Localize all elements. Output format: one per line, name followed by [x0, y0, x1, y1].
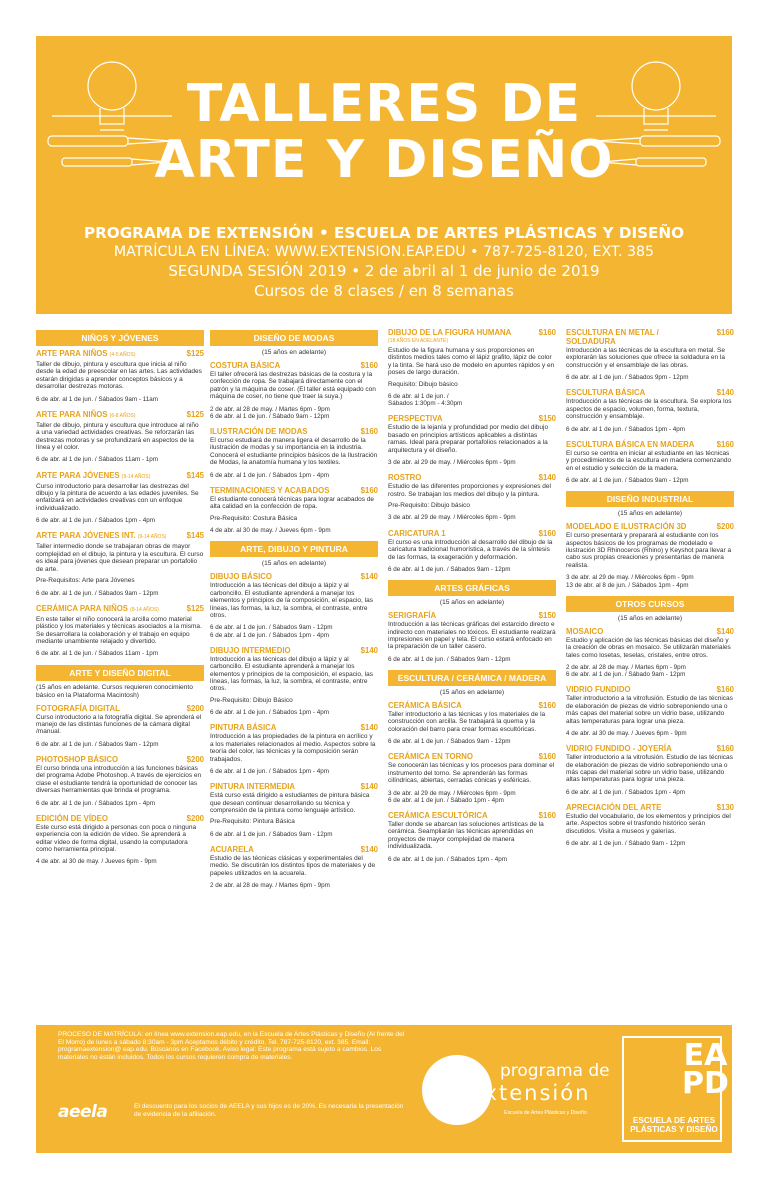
- section-note: (15 años en adelante. Cursos requieren conocimiento básico en la Plataforma Macintosh): [36, 683, 193, 699]
- course-price: $160: [538, 528, 556, 538]
- course-schedule: 6 de abr. al 1 de jun. / Sábados 9am - 12pm: [388, 565, 511, 573]
- course-price: $125: [186, 409, 204, 419]
- aeela-logo: aeela: [58, 1102, 108, 1122]
- course-title: ARTE PARA JÓVENES INT.: [36, 531, 136, 541]
- title-line: ARTE Y DISEÑO: [154, 130, 614, 190]
- course-schedule: 6 de abr. al 1 de jun. / Sábados 9am - 12pm: [36, 589, 159, 597]
- section-header: ARTES GRÁFICAS: [388, 580, 556, 596]
- session-dates: SEGUNDA SESIÓN 2019 • 2 de abril al 1 de junio de 2019: [168, 262, 600, 280]
- course-schedule: 3 de abr. al 29 de may. / Miércoles 6pm - 9pm 6 de abr. al 1 de jun. / Sábado 1pm - 4pm: [388, 789, 516, 804]
- course-item: [566, 388, 734, 432]
- section-header: ARTE Y DISEÑO DIGITAL: [36, 665, 204, 681]
- column-1: [36, 328, 204, 873]
- logo-subtext: Escuela de Artes Plásticas y Diseño: [504, 1110, 587, 1116]
- section-header: OTROS CURSOS: [566, 596, 734, 612]
- logo-text: programa de: [500, 1061, 610, 1081]
- course-description: El curso presentará y preparará al estudiante con los aspectos básicos de los programas de modelado e ilustración 3D Rhinoceros (Rhino) y Keyshot para llevar a cabo sus propias creaciones y presentarlas de manera realista.: [566, 532, 732, 569]
- course-title: TERMINACIONES Y ACABADOS: [210, 485, 330, 495]
- course-description: El estudiante conocerá técnicas para lograr acabados de alta calidad en la confección de ropa.: [210, 495, 375, 511]
- course-description: El curso estudiará de manera ligera el desarrollo de la ilustración de modas y su importancia en la industria. Conocerá el estudiante principios básicos de la Ilustración de Modas, la anatomía humana y los textiles.: [210, 437, 378, 467]
- course-title: VIDRIO FUNDIDO: [566, 685, 631, 695]
- course-price: $160: [360, 361, 378, 370]
- course-item: [36, 410, 204, 464]
- enrollment-info: MATRÍCULA EN LÍNEA: WWW.EXTENSION.EAP.EDU • 787-725-8120, EXT. 385: [113, 244, 655, 260]
- eapd-logo: [622, 1036, 729, 1142]
- course-prerequisite: Requisito: Dibujo básico: [388, 380, 458, 388]
- course-item: [210, 572, 378, 638]
- course-schedule: 6 de abr. al 1 de jun. / Sábados 1pm - 4pm: [210, 767, 330, 775]
- course-title: APRECIACIÓN DEL ARTE: [566, 802, 662, 812]
- course-prerequisite: Pre-Requisitos: Arte para Jóvenes: [36, 577, 135, 585]
- course-price: $200: [186, 813, 204, 823]
- course-title: VIDRIO FUNDIDO - JOYERÍA: [566, 744, 672, 754]
- section-header: ARTE, DIBUJO Y PINTURA: [210, 541, 378, 557]
- course-description: Este curso está dirigido a personas con poca o ninguna experiencia con la edición de vídeo. Se aprenderá a editar vídeo de forma digital, usando la computadora como herramienta principal.: [36, 823, 197, 854]
- course-schedule: 6 de abr. al 1 de jun. / Sábados 1pm - 4pm: [36, 517, 156, 525]
- course-title: PINTURA BÁSICA: [210, 723, 277, 733]
- course-prerequisite: Pre-Requisito: Dibujo Básico: [210, 696, 293, 704]
- course-item: [388, 701, 556, 745]
- course-price: $130: [716, 802, 734, 812]
- course-title: ESCULTURA EN METAL / SOLDADURA: [566, 328, 659, 346]
- section-header: DISEÑO DE MODAS: [210, 330, 378, 346]
- course-description: Taller introductorio a las técnicas y los materiales de la construcción con arcilla. Se trabajará la quema y la coloración del barro para crear formas escultóricas.: [388, 710, 546, 733]
- section-note: (15 años en adelante): [439, 599, 505, 607]
- school-name: ESCUELA DE ARTES PLÁSTICAS Y DISEÑO: [630, 1116, 718, 1134]
- course-schedule: 6 de abr. al 1 de jun. / Sábados 1pm - 4pm: [36, 799, 156, 807]
- course-schedule: 6 de abr. al 1 de jun. / Sábados 1pm - 4pm: [566, 788, 686, 796]
- course-item: [566, 744, 734, 796]
- course-prerequisite: Pre-Requisito: Costura Básica: [210, 514, 298, 522]
- course-price: $140: [360, 723, 378, 733]
- course-title: ESCULTURA BÁSICA: [566, 388, 646, 398]
- course-age: (9-14 AÑOS): [121, 473, 151, 480]
- course-description: El curso se centra en iniciar al estudiante en las técnicas y procedimientos de la escultura en madera comenzando en el estudio y selección de la madera.: [566, 449, 732, 472]
- course-length: Cursos de 8 clases / en 8 semanas: [254, 282, 514, 300]
- enrollment-process: PROCESO DE MATRÍCULA: en línea www.extension.eap.edu, en la Escuela de Artes Plásticas y Diseño (Al frente del El Morro) de lunes a sábado 8:30am - 3pm Aceptamos débito y crédito. Tel. 787-725-8120, ext. 385. Email: programaextension@ eap.edu. Búscanos en Facebook. Aviso legal: Este programa está sujeto a cambios. Los materiales no están incluidos. Todos los cursos requieren compra de materiales.: [58, 1031, 405, 1061]
- course-description: Introducción a las propiedades de la pintura en acrílico y a los materiales relacionados al medio. Aspectos sobre la teoría del color, las técnicas y la composición serán trabajados.: [210, 733, 376, 763]
- course-item: [566, 328, 734, 381]
- course-age: (9-14 AÑOS): [137, 534, 167, 541]
- course-title: ARTE PARA NIÑOS: [36, 349, 108, 358]
- course-description: Curso introductorio para desarrollar las destrezas del dibujo y la pintura de acuerdo a las edades juveniles. Se enfatizará en actividades creativas con un enfoque individualizado.: [36, 482, 199, 512]
- course-price: $150: [538, 611, 556, 621]
- course-price: $200: [186, 754, 204, 764]
- course-description: El curso es una introducción al desarrollo del dibujo de la caricatura tradicional humorística, a través de la síntesis de las formas, la exageración y deformación.: [388, 538, 553, 561]
- course-schedule: 6 de abr. al 1 de jun. / Sábados 11am - 1pm: [36, 456, 159, 464]
- course-title: MODELADO E ILUSTRACIÓN 3D: [566, 522, 687, 532]
- section-note: (15 años en adelante): [261, 349, 327, 356]
- course-title: COSTURA BÁSICA: [210, 361, 281, 370]
- course-item: [388, 414, 556, 466]
- course-price: $140: [360, 572, 378, 582]
- course-schedule: 6 de abr. al 1 de jun. / Sábados 1pm - 4pm: [566, 425, 686, 433]
- course-title: ILUSTRACIÓN DE MODAS: [210, 427, 308, 437]
- course-title: ESCULTURA BÁSICA EN MADERA: [566, 439, 695, 449]
- course-age: (4-5 AÑOS): [109, 352, 136, 358]
- course-title: CERÁMICA ESCULTÓRICA: [388, 810, 488, 820]
- course-item: [566, 685, 734, 737]
- course-price: $140: [716, 626, 734, 636]
- course-title: DIBUJO BÁSICO: [210, 572, 272, 582]
- column-3: [388, 328, 556, 870]
- course-description: Estudio de la figura humana y sus proporciones en distintos medios tales como el lápiz grafito, lápiz de color y la tinta. Se hará uso de modelo en apuntes rápidos y en poses de largo duración.: [388, 347, 555, 377]
- course-price: $160: [716, 685, 734, 695]
- course-item: [36, 349, 204, 403]
- course-schedule: 6 de abr. al 1 de jun. / Sábados 9am - 12pm: [36, 740, 159, 748]
- course-item: [388, 328, 556, 407]
- course-schedule: 4 de abr. al 30 de may. / Jueves 6pm - 9pm: [210, 527, 331, 535]
- course-item: [36, 704, 204, 748]
- course-description: El curso brinda una introducción a las funciones básicas del programa Adobe Photoshop. A través de ejercicios en clase el estudiante tendrá la oportunidad de conocer las diversas herramientas que brinda el programa.: [36, 764, 202, 795]
- course-item: [388, 473, 556, 521]
- eapd-letter-row: PD: [682, 1066, 729, 1101]
- course-item: [388, 611, 556, 663]
- course-title: CERÁMICA BÁSICA: [388, 700, 462, 710]
- course-description: Se conocerán las técnicas y los procesos para dominar el instrumento del torno. Se aprenderán las formas cilíndricas, abiertas, cerradas cónicas y esféricas.: [388, 762, 555, 785]
- course-description: Taller de dibujo, pintura y escultura que introduce al niño a una variedad actividades creativas. Se reforzarán las destrezas motoras y se profundizará en aspectos de la línea y el color.: [36, 421, 199, 452]
- course-price: $160: [538, 328, 556, 337]
- course-description: Introducción a las técnicas de la escultura en metal. Se explorarán las soluciones que ofrece la soldadura en la construcción y el ensamblaje de las obras.: [566, 347, 725, 369]
- course-description: Curso introductorio a la fotografía digital. Se aprenderá el manejo de las distintas funciones de la cámara digital /manual.: [36, 713, 202, 736]
- course-description: Estudio de la lejanía y profundidad por medio del dibujo basado en principios artísticos aplicables a distintas ramas. Ideal para preparar portafolios relacionados a la arquitectura y el diseño.: [388, 424, 549, 454]
- course-price: $200: [716, 522, 734, 532]
- course-item: [210, 646, 378, 717]
- course-schedule: 6 de abr. al 1 de jun. / Sábados 9am - 12pm: [388, 655, 511, 663]
- course-schedule: 4 de abr. al 30 de may. / Jueves 6pm - 9pm: [36, 858, 157, 866]
- course-title: ARTE PARA JÓVENES: [36, 470, 120, 480]
- course-description: Introducción a las técnicas gráficas del estarcido directo e indirecto con materiales no tóxicos. El estudiante realizará impresiones en papel y tela. El curso estará enfocado en la preparación de un taller casero.: [388, 621, 556, 651]
- aeela-discount-note: El descuento para los socios de AEELA y sus hijos es de 20%. Es necesaria la presentación de evidencia de la afiliación.: [134, 1103, 404, 1118]
- course-schedule: 3 de abr. al 29 de may. / Miércoles 6pm - 9pm: [388, 514, 516, 522]
- course-item: [36, 604, 204, 658]
- course-description: Introducción a las técnicas del dibujo a lápiz y al carboncillo. El estudiante aprenderá a manejar los elementos y principios de la composición, el espacio, las líneas, las formas, la luz, la sombra, el contraste, entre otros.: [210, 655, 373, 693]
- course-item: [566, 627, 734, 679]
- course-description: Introducción a las técnicas de la escultura. Se explora los aspectos de espacio, volumen, forma, textura, construcción y ensamblaje.: [566, 398, 732, 421]
- course-item: [388, 529, 556, 573]
- course-price: $140: [360, 845, 378, 855]
- section-note: (15 años en adelante): [617, 614, 683, 622]
- eapd-letter-row: EA: [683, 1038, 728, 1073]
- course-schedule: 6 de abr. al 1 de jun. / Sábados 9am - 12pm 6 de abr. al 1 de jun. / Sábados 1pm - 4pm: [210, 624, 333, 639]
- course-schedule: 4 de abr. al 30 de may. / Jueves 6pm - 9pm: [566, 729, 687, 737]
- course-description: Taller introductorio a la vitrofusión. Estudio de las técnicas de elaboración de piezas de vidrio sobreponiendo una o más capas del material sobre un vidrio base, utilizando altas temperaturas para lograr una pieza.: [566, 695, 733, 725]
- column-4: [566, 328, 734, 854]
- course-item: [210, 723, 378, 775]
- course-description: Estudio de las técnicas clásicas y experimentales del medio. Se discutirán los distintos tipos de materiales y de papeles utilizados en la acuarela.: [210, 855, 376, 877]
- section-header: DISEÑO INDUSTRIAL: [566, 491, 734, 507]
- course-price: $160: [538, 700, 556, 710]
- course-price: $150: [538, 414, 556, 424]
- section-header: ESCULTURA / CERÁMICA / MADERA: [388, 670, 556, 686]
- course-title: CERÁMICA EN TORNO: [388, 752, 473, 762]
- course-schedule: 6 de abr. al 1 de jun. / Sábado 9am - 12pm: [566, 840, 686, 848]
- column-2: [210, 328, 378, 896]
- section-note: (15 años en adelante): [439, 688, 505, 696]
- course-title: DIBUJO DE LA FIGURA HUMANA: [388, 328, 512, 337]
- course-title: DIBUJO INTERMEDIO: [210, 645, 291, 655]
- course-title: FOTOGRAFÍA DIGITAL: [36, 703, 120, 713]
- section-note: (15 años en adelante): [617, 510, 683, 518]
- course-schedule: 6 de abr. al 1 de jun. / Sábados 1:30pm - 4:30pm: [388, 393, 463, 408]
- course-item: [388, 752, 556, 804]
- course-price: $160: [360, 485, 378, 495]
- course-item: [36, 755, 204, 807]
- eapd-letters: [682, 1038, 729, 1101]
- course-description: El taller ofrecerá las destrezas básicas de la costura y la confección de ropa. Se trabajará directamente con el patrón y la máquina de coser. (El taller está equipado con máquina de coser, no tiene que traer la suya.): [210, 371, 376, 401]
- section-note: (15 años en adelante): [261, 560, 327, 568]
- course-prerequisite: Pre-Requisito: Pintura Básica: [210, 818, 295, 826]
- course-description: Taller de dibujo, pintura y escultura que inicia al niño desde la edad de preescolar en las artes. Las actividades estarán dirigidas a aprender conceptos básicos y a desarrollar destrezas motoras.: [36, 361, 202, 391]
- lightbulb-brushes-icon: [586, 46, 726, 186]
- course-age: (8-14 AÑOS): [130, 606, 159, 613]
- title-line: TALLERES DE: [186, 74, 582, 134]
- course-description: Taller donde se abarcan las soluciones artísticas de la cerámica. Seampliarán las técnicas aprendidas en proyectos de mayor complejidad de manera individualizada.: [388, 820, 544, 851]
- course-item: [210, 845, 378, 889]
- course-prerequisite: Pre-Requisito: Dibujo básico: [388, 502, 471, 510]
- course-price: $140: [538, 473, 556, 483]
- course-item: [210, 486, 378, 534]
- course-description: Introducción a las técnicas del dibujo a lápiz y al carboncillo. El estudiante aprenderá a manejar los elementos y principios de la composición, el espacio, las líneas, las formas, la luz, la sombra, el contraste, entre otros.: [210, 582, 373, 619]
- course-title: EDICIÓN DE VÍDEO: [36, 813, 108, 823]
- course-description: Taller introductorio a la vitrofusión. Estudio de las técnicas de elaboración de piezas de vidrio sobreponiendo una o más capas del material sobre un vidrio base, utilizando altas temperaturas para lograr una pieza.: [566, 754, 733, 784]
- header-banner: [36, 36, 732, 314]
- course-title: CERÁMICA PARA NIÑOS: [36, 603, 128, 613]
- course-item: [566, 803, 734, 847]
- course-description: Taller intermedio donde se trabajaran obras de mayor complejidad en el dibujo, la pintura y la escultura. El curso es ideal para jóvenes que desean preparar un portafolio de arte.: [36, 543, 204, 573]
- course-title: ROSTRO: [388, 473, 422, 483]
- course-schedule: 6 de abr. al 1 de jun. / Sábados 1pm - 4pm: [388, 855, 508, 863]
- course-item: [388, 811, 556, 863]
- course-item: [566, 440, 734, 484]
- course-schedule: 2 de abr. al 28 de may. / Martes 6pm - 9pm 6 de abr. al 1 de jun. / Sábado 9am - 12pm: [210, 405, 330, 420]
- course-price: $160: [716, 439, 734, 449]
- course-schedule: 6 de abr. al 1 de jun. / Sábados 1pm - 4pm: [210, 709, 330, 717]
- course-price: $125: [186, 603, 204, 613]
- course-price: $160: [716, 328, 734, 337]
- course-title: MOSAICO: [566, 626, 604, 636]
- course-price: $200: [186, 703, 204, 713]
- course-schedule: 6 de abr. al 1 de jun. / Sábados 1pm - 4pm: [210, 471, 330, 479]
- course-title: ACUARELA: [210, 845, 254, 855]
- course-price: $160: [538, 810, 556, 820]
- course-title: PINTURA INTERMEDIA: [210, 782, 296, 792]
- course-item: [210, 782, 378, 838]
- course-schedule: 6 de abr. al 1 de jun. / Sábados 9am - 12pm: [566, 477, 689, 485]
- extension-program-logo: [422, 1047, 637, 1137]
- course-description: En este taller el niño conocerá la arcilla como material plástico y los materiales y técnicas asociados a la misma. Se desarrollara la colaboración y el trabajo en equipo mediante unambiente relajado y divertido.: [36, 615, 202, 645]
- course-price: $160: [360, 427, 378, 437]
- course-schedule: 2 de abr. al 28 de may. / Martes 6pm - 9pm 6 de abr. al 1 de jun. / Sábado 9am - 12pm: [566, 663, 686, 679]
- course-schedule: 3 de abr. al 29 de may. / Miércoles 6pm - 9pm: [388, 459, 516, 467]
- course-price: $145: [186, 531, 204, 541]
- course-item: [36, 814, 204, 866]
- course-price: $160: [716, 744, 734, 754]
- course-price: $140: [716, 388, 734, 398]
- course-schedule: 2 de abr. al 28 de may. / Martes 6pm - 9pm: [210, 882, 330, 890]
- course-item: [210, 427, 378, 479]
- course-price: $160: [538, 752, 556, 762]
- course-description: Está curso está dirigido a estudiantes de pintura básica que desean continuar desarrollando su técnica y comprensión de la pintura como lenguaje artístico.: [210, 792, 370, 814]
- course-schedule: 6 de abr. al 1 de jun. / Sábados 9am - 12pm: [388, 738, 511, 746]
- course-schedule: 6 de abr. al 1 de jun. / Sábados 9pm - 12pm: [566, 374, 689, 382]
- course-item: [36, 531, 204, 596]
- course-schedule: 3 de abr. al 29 de may. / Miércoles 6pm - 9pm 13 de abr. al 8 de jun. / Sábados 1pm - 4pm: [566, 574, 694, 589]
- course-item: [566, 522, 734, 588]
- course-schedule: 6 de abr. al 1 de jun. / Sábados 11am - 1pm: [36, 650, 159, 658]
- logo-text: extensión: [470, 1081, 591, 1105]
- course-title: SERIGRAFÍA: [388, 611, 437, 621]
- course-description: Estudio del vocabulario, de los elementos y principios del arte. Aspectos sobre el trasfondo histórico serán discutidos. Visita a museos y galerías.: [566, 812, 731, 835]
- course-description: Estudio de las diferentes proporciones y expresiones del rostro. Se trabajan los medios del dibujo y la pintura.: [388, 483, 551, 498]
- section-header: NIÑOS Y JÓVENES: [36, 330, 204, 346]
- course-title: PHOTOSHOP BÁSICO: [36, 754, 119, 764]
- course-age: (6-8 AÑOS): [109, 412, 136, 419]
- course-item: [210, 361, 378, 420]
- course-price: $140: [360, 645, 378, 655]
- course-title: CARICATURA 1: [388, 528, 446, 538]
- course-description: Estudio y aplicación de las técnicas básicas del diseño y la creación de obras en mosaico. Se utilizarán materiales tales como losetas, teselas, cristales, entre otros.: [566, 636, 731, 659]
- course-age: (18 AÑOS EN ADELANTE): [388, 338, 449, 344]
- lightbulb-brushes-icon: [42, 46, 182, 186]
- program-subtitle: PROGRAMA DE EXTENSIÓN • ESCUELA DE ARTES PLÁSTICAS Y DISEÑO: [83, 224, 685, 242]
- course-title: ARTE PARA NIÑOS: [36, 409, 108, 419]
- course-schedule: 6 de abr. al 1 de jun. / Sábados 9am - 11am: [36, 395, 159, 403]
- course-schedule: 6 de abr. al 1 de jun. / Sábados 9am - 12pm: [210, 830, 333, 838]
- footer-banner: [36, 1025, 732, 1153]
- course-price: $125: [186, 349, 204, 358]
- course-title: PERSPECTIVA: [388, 414, 443, 424]
- course-item: [36, 471, 204, 525]
- course-price: $145: [186, 470, 204, 480]
- course-price: $140: [360, 782, 378, 792]
